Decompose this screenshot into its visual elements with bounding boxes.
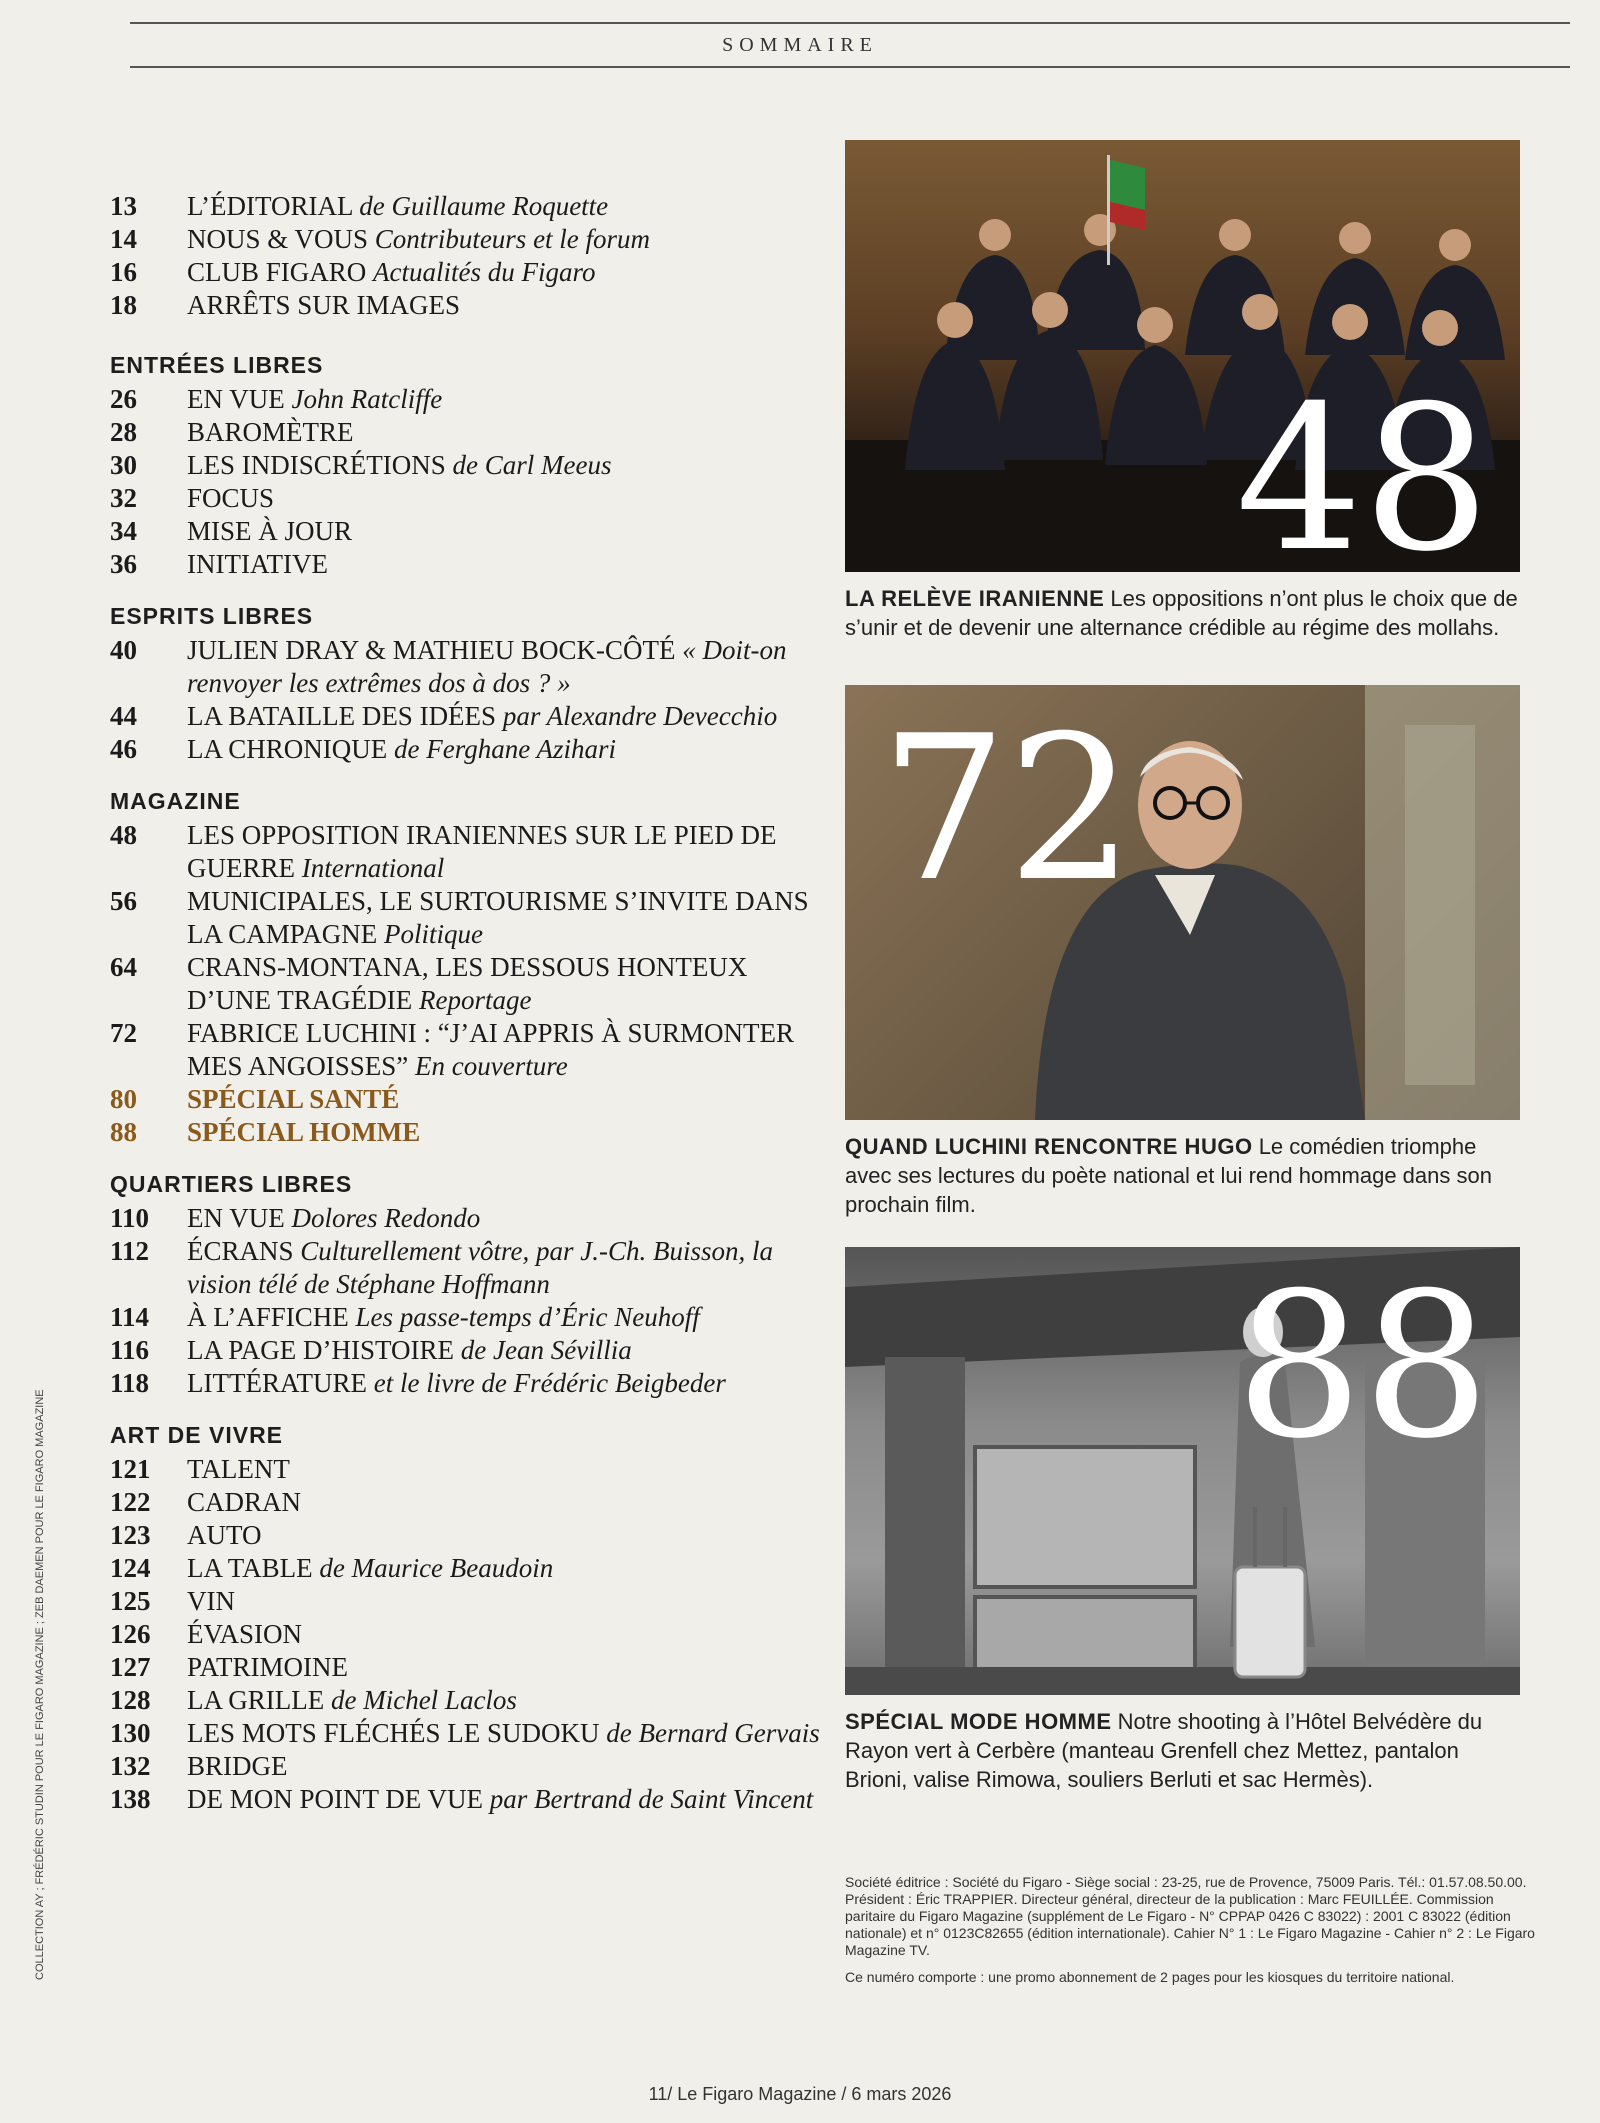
- photo-mode-homme: [845, 1247, 1520, 1695]
- toc-entry[interactable]: [110, 289, 830, 322]
- entry-subtitle: « Doit-on renvoyer les extrêmes dos à dos ? »: [187, 635, 787, 698]
- page-number: 114: [110, 1302, 150, 1332]
- section-heading: MAGAZINE: [110, 788, 241, 814]
- toc-entry[interactable]: [110, 1717, 830, 1750]
- entry-title: INITIATIVE: [187, 549, 328, 579]
- entry-text: [187, 819, 830, 885]
- page-number: 138: [110, 1784, 151, 1814]
- entry-title: DE MON POINT DE VUE: [187, 1784, 483, 1814]
- page-number: 80: [110, 1084, 137, 1114]
- entry-title: LA TABLE: [187, 1553, 313, 1583]
- entry-text: [187, 190, 830, 223]
- page-number: 28: [110, 417, 137, 447]
- page-number: 40: [110, 635, 137, 665]
- entry-title: LES OPPOSITION IRANIENNES SUR LE PIED DE GUERRE: [187, 820, 777, 883]
- entry-text: [187, 951, 830, 1017]
- entry-text: [187, 1301, 830, 1334]
- page-number: 112: [110, 1236, 150, 1266]
- entry-text: [187, 1618, 830, 1651]
- entry-title: JULIEN DRAY & MATHIEU BOCK-CÔTÉ: [187, 635, 676, 665]
- entry-text: [187, 1334, 830, 1367]
- toc-entry[interactable]: [110, 1585, 830, 1618]
- caption-text: Le comédien triomphe avec ses lectures du poète national et lui rend hommage dans son prochain film.: [845, 1134, 1492, 1217]
- promo-note: Ce numéro comporte : une promo abonnement de 2 pages pour les kiosques du territoire national.: [845, 1969, 1455, 1985]
- legal-notice: [845, 1874, 1545, 1996]
- entry-text: [187, 700, 830, 733]
- entry-text: [187, 1585, 830, 1618]
- entry-subtitle: et le livre de Frédéric Beigbeder: [373, 1368, 726, 1398]
- caption-heading: QUAND LUCHINI RENCONTRE HUGO: [845, 1134, 1253, 1159]
- section-heading: ART DE VIVRE: [110, 1422, 284, 1448]
- entry-text: [187, 416, 830, 449]
- page-title: SOMMAIRE: [722, 34, 878, 56]
- entry-text: [187, 548, 830, 581]
- toc-entry[interactable]: [110, 1367, 830, 1400]
- page-number: 13: [110, 191, 137, 221]
- page-number: 46: [110, 734, 137, 764]
- toc-section: [110, 352, 830, 581]
- entry-text: [187, 634, 830, 700]
- entry-text: [187, 1486, 830, 1519]
- page-number: 125: [110, 1586, 151, 1616]
- entry-title: EN VUE: [187, 1203, 285, 1233]
- entry-title: VIN: [187, 1586, 235, 1616]
- entry-title: À L’AFFICHE: [187, 1302, 349, 1332]
- toc-entry[interactable]: [110, 1235, 830, 1301]
- entry-title: AUTO: [187, 1520, 262, 1550]
- photo-credits: COLLECTION AY ; FRÉDÉRIC STUDIN POUR LE FIGARO MAGAZINE ; ZEB DAEMEN POUR LE FIGARO MAGAZINE: [34, 1389, 46, 1980]
- entry-subtitle: Actualités du Figaro: [373, 257, 596, 287]
- photo-iranian-opposition: [845, 140, 1520, 572]
- entry-title: CADRAN: [187, 1487, 302, 1517]
- page-number: 123: [110, 1520, 151, 1550]
- feature-88: [845, 1247, 1520, 1794]
- entry-text: [187, 1017, 830, 1083]
- publisher-info: Société éditrice : Société du Figaro - Siège social : 23-25, rue de Provence, 75009 Paris. Tél.: 01.57.08.50.00. Président : Éric TRAPPIER. Directeur général, directeur de la publication : Marc FEUILLÉE. Commission paritaire du Figaro Magazine (supplément de Le Figaro - N° CPPAP 0426 C 83022) : 2001 C 83022 (édition nationale) et n° 0123C82655 (édition internationale). Cahier N° 1 : Le Figaro Magazine - Cahier n° 2 : Le Figaro Magazine TV.: [845, 1874, 1535, 1958]
- entry-text: [187, 1783, 830, 1816]
- feature-number: 88: [1235, 1250, 1490, 1483]
- page-number: 64: [110, 952, 137, 982]
- entry-title: BRIDGE: [187, 1751, 288, 1781]
- page-number: 72: [110, 1018, 137, 1048]
- toc-entry[interactable]: [110, 634, 830, 700]
- toc-entry[interactable]: [110, 1684, 830, 1717]
- entry-title: EN VUE: [187, 384, 285, 414]
- section-heading: ESPRITS LIBRES: [110, 603, 314, 629]
- entry-title: CRANS-MONTANA, LES DESSOUS HONTEUX D’UNE TRAGÉDIE: [187, 952, 748, 1015]
- entry-text: [187, 1453, 830, 1486]
- entry-text: [187, 515, 830, 548]
- page-number: 124: [110, 1553, 151, 1583]
- entry-subtitle: Culturellement vôtre, par J.-Ch. Buisson, la vision télé de Stéphane Hoffmann: [187, 1236, 773, 1299]
- entry-subtitle: Contributeurs et le forum: [374, 224, 651, 254]
- page-number: 34: [110, 516, 137, 546]
- toc-entry[interactable]: [110, 449, 830, 482]
- entry-title: NOUS & VOUS: [187, 224, 369, 254]
- section-heading: QUARTIERS LIBRES: [110, 1171, 353, 1197]
- toc-entry[interactable]: [110, 1552, 830, 1585]
- entry-text: [187, 289, 830, 322]
- entry-subtitle: de Guillaume Roquette: [359, 191, 609, 221]
- entry-text: [187, 1367, 830, 1400]
- entry-title: LA GRILLE: [187, 1685, 325, 1715]
- toc-section: [110, 788, 830, 1149]
- page-number: 14: [110, 224, 137, 254]
- entry-text: [187, 733, 830, 766]
- entry-text: [187, 1684, 830, 1717]
- entry-title: LES MOTS FLÉCHÉS LE SUDOKU: [187, 1718, 600, 1748]
- entry-text: [187, 1202, 830, 1235]
- toc-entry[interactable]: [110, 1116, 830, 1149]
- toc-section: [110, 190, 830, 322]
- page-number: 130: [110, 1718, 151, 1748]
- entry-text: [187, 482, 830, 515]
- entry-subtitle: par Bertrand de Saint Vincent: [489, 1784, 814, 1814]
- toc-entry[interactable]: [110, 819, 830, 885]
- entry-title: ÉVASION: [187, 1619, 303, 1649]
- toc-entry[interactable]: [110, 1083, 830, 1116]
- toc-entry[interactable]: [110, 1301, 830, 1334]
- page-number: 127: [110, 1652, 151, 1682]
- toc-entry[interactable]: [110, 1334, 830, 1367]
- entry-text: [187, 1651, 830, 1684]
- feature-caption: [845, 1132, 1520, 1219]
- page-number: 32: [110, 483, 137, 513]
- entry-subtitle: Dolores Redondo: [291, 1203, 481, 1233]
- photo-luchini: [845, 685, 1520, 1120]
- toc-entry[interactable]: [110, 1750, 830, 1783]
- page-number: 110: [110, 1203, 150, 1233]
- toc-entry[interactable]: [110, 383, 830, 416]
- entry-title: TALENT: [187, 1454, 290, 1484]
- entry-text: [187, 223, 830, 256]
- toc-entry[interactable]: [110, 223, 830, 256]
- entry-text: [187, 1717, 830, 1750]
- entry-subtitle: International: [301, 853, 445, 883]
- toc-section: [110, 603, 830, 766]
- toc-entry[interactable]: [110, 885, 830, 951]
- entry-title: MISE À JOUR: [187, 516, 353, 546]
- entry-title: FABRICE LUCHINI : “J’AI APPRIS À SURMONTER MES ANGOISSES”: [187, 1018, 795, 1081]
- page-number: 18: [110, 290, 137, 320]
- entry-text: [187, 1116, 830, 1149]
- caption-text: Les oppositions n’ont plus le choix que de s’unir et de devenir une alternance crédible au régime des mollahs.: [845, 586, 1518, 640]
- toc-entry[interactable]: [110, 1017, 830, 1083]
- table-of-contents: [110, 190, 830, 1838]
- entry-subtitle: Reportage: [418, 985, 532, 1015]
- toc-entry[interactable]: [110, 1486, 830, 1519]
- entry-title: LES INDISCRÉTIONS: [187, 450, 446, 480]
- entry-title: ARRÊTS SUR IMAGES: [187, 290, 461, 320]
- toc-entry[interactable]: [110, 416, 830, 449]
- toc-entry[interactable]: [110, 1651, 830, 1684]
- toc-section: [110, 1422, 830, 1816]
- toc-entry[interactable]: [110, 733, 830, 766]
- page-number: 44: [110, 701, 137, 731]
- entry-text: [187, 449, 830, 482]
- page-number: 128: [110, 1685, 151, 1715]
- header-rule-top: [130, 22, 1570, 24]
- entry-title: LA CHRONIQUE: [187, 734, 388, 764]
- toc-entry[interactable]: [110, 1519, 830, 1552]
- entry-subtitle: John Ratcliffe: [291, 384, 443, 414]
- entry-text: [187, 256, 830, 289]
- entry-text: [187, 885, 830, 951]
- entry-subtitle: de Bernard Gervais: [606, 1718, 820, 1748]
- toc-entry[interactable]: [110, 548, 830, 581]
- caption-heading: SPÉCIAL MODE HOMME: [845, 1709, 1112, 1734]
- page-number: 88: [110, 1117, 137, 1147]
- page-number: 36: [110, 549, 137, 579]
- entry-text: [187, 1519, 830, 1552]
- page-number: 16: [110, 257, 137, 287]
- entry-title: LA PAGE D’HISTOIRE: [187, 1335, 455, 1365]
- feature-number: 48: [1235, 363, 1490, 572]
- page-number: 30: [110, 450, 137, 480]
- entry-title: ÉCRANS: [187, 1236, 294, 1266]
- feature-caption: [845, 1707, 1520, 1794]
- page-footer: 11/ Le Figaro Magazine / 6 mars 2026: [648, 2084, 952, 2104]
- feature-48: [845, 140, 1520, 642]
- toc-entry[interactable]: [110, 1618, 830, 1651]
- page-number: 56: [110, 886, 137, 916]
- feature-caption: [845, 584, 1520, 642]
- toc-entry[interactable]: [110, 515, 830, 548]
- header-rule-bottom: [130, 66, 1570, 68]
- toc-section: [110, 1171, 830, 1400]
- entry-text: [187, 1552, 830, 1585]
- entry-title: MUNICIPALES, LE SURTOURISME S’INVITE DANS LA CAMPAGNE: [187, 886, 809, 949]
- toc-entry[interactable]: [110, 700, 830, 733]
- entry-subtitle: Les passe-temps d’Éric Neuhoff: [355, 1302, 700, 1332]
- entry-title: BAROMÈTRE: [187, 417, 354, 447]
- entry-title: FOCUS: [187, 483, 275, 513]
- page-number: 126: [110, 1619, 151, 1649]
- entry-subtitle: de Carl Meeus: [452, 450, 612, 480]
- toc-entry[interactable]: [110, 1783, 830, 1816]
- page-number: 122: [110, 1487, 151, 1517]
- page-number: 118: [110, 1368, 150, 1398]
- entry-subtitle: Politique: [384, 919, 484, 949]
- entry-text: [187, 1235, 830, 1301]
- page-number: 26: [110, 384, 137, 414]
- entry-text: [187, 1750, 830, 1783]
- page-number: 48: [110, 820, 137, 850]
- entry-subtitle: de Ferghane Azihari: [394, 734, 616, 764]
- page-number: 132: [110, 1751, 151, 1781]
- caption-heading: LA RELÈVE IRANIENNE: [845, 586, 1105, 611]
- toc-entry[interactable]: [110, 482, 830, 515]
- entry-title: CLUB FIGARO: [187, 257, 367, 287]
- section-heading: ENTRÉES LIBRES: [110, 352, 324, 378]
- entry-subtitle: de Michel Laclos: [330, 1685, 517, 1715]
- page-number: 121: [110, 1454, 151, 1484]
- entry-title: SPÉCIAL SANTÉ: [187, 1084, 400, 1114]
- entry-subtitle: par Alexandre Devecchio: [502, 701, 778, 731]
- entry-text: [187, 1083, 830, 1116]
- entry-title: SPÉCIAL HOMME: [187, 1117, 421, 1147]
- caption-text: Notre shooting à l’Hôtel Belvédère du Rayon vert à Cerbère (manteau Grenfell chez Mettez, pantalon Brioni, valise Rimowa, souliers Berluti et sac Hermès).: [845, 1709, 1483, 1792]
- feature-72: [845, 685, 1520, 1219]
- entry-title: PATRIMOINE: [187, 1652, 349, 1682]
- entry-subtitle: de Jean Sévillia: [460, 1335, 632, 1365]
- toc-entry[interactable]: [110, 951, 830, 1017]
- page-number: 116: [110, 1335, 150, 1365]
- entry-subtitle: de Maurice Beaudoin: [319, 1553, 554, 1583]
- toc-entry[interactable]: [110, 1202, 830, 1235]
- toc-entry[interactable]: [110, 256, 830, 289]
- entry-title: L’ÉDITORIAL: [187, 191, 353, 221]
- entry-subtitle: En couverture: [415, 1051, 568, 1081]
- toc-entry[interactable]: [110, 1453, 830, 1486]
- entry-title: LITTÉRATURE: [187, 1368, 367, 1398]
- feature-number: 72: [880, 693, 1135, 926]
- entry-text: [187, 383, 830, 416]
- entry-title: LA BATAILLE DES IDÉES: [187, 701, 497, 731]
- toc-entry[interactable]: [110, 190, 830, 223]
